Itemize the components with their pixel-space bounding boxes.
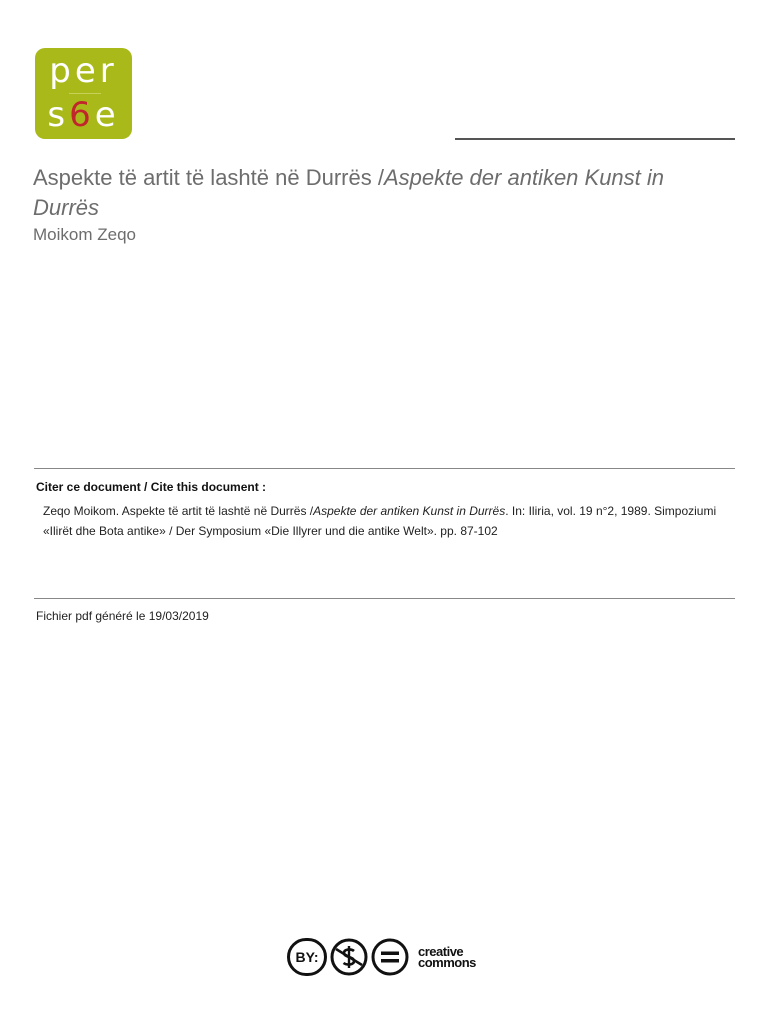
noncommercial-icon: [330, 938, 368, 976]
document-author: Moikom Zeqo: [33, 225, 136, 244]
citation-italic-title: Aspekte der antiken Kunst in Durrës: [313, 504, 506, 518]
logo-text-bottom: s6e: [47, 95, 120, 135]
header-rule: [455, 138, 735, 140]
title-plain: Aspekte të artit të lashtë në Durrës /: [33, 165, 384, 190]
citation-text: Zeqo Moikom. Aspekte të artit të lashtë në Durrës /Aspekte der antiken Kunst in Durrës. In: Iliria, vol. 19 n°2, 1989. Simpoziumi «Ilirët dhe Bota antike» / Der Symposium «Die Illyrer und die antike Welt». pp. 87-102: [43, 504, 717, 538]
logo-accent-glyph: 6: [69, 95, 95, 135]
footer-divider: [34, 598, 735, 599]
noderivatives-icon: [371, 938, 409, 976]
logo-divider: [69, 93, 101, 94]
creative-commons-wordmark: creative commons: [418, 944, 476, 970]
svg-text:BY:: BY:: [295, 949, 319, 965]
by-icon: [287, 938, 327, 976]
document-title: [33, 163, 733, 223]
generated-date: Fichier pdf généré le 19/03/2019: [36, 609, 209, 623]
persee-logo[interactable]: [35, 48, 132, 139]
title-italic: Aspekte der antiken Kunst in Durrës: [33, 165, 665, 220]
logo-text-top: per: [49, 51, 118, 91]
creative-commons-license[interactable]: [287, 938, 476, 976]
citation-heading: Citer ce document / Cite this document :: [36, 480, 267, 494]
section-divider: [34, 468, 735, 469]
